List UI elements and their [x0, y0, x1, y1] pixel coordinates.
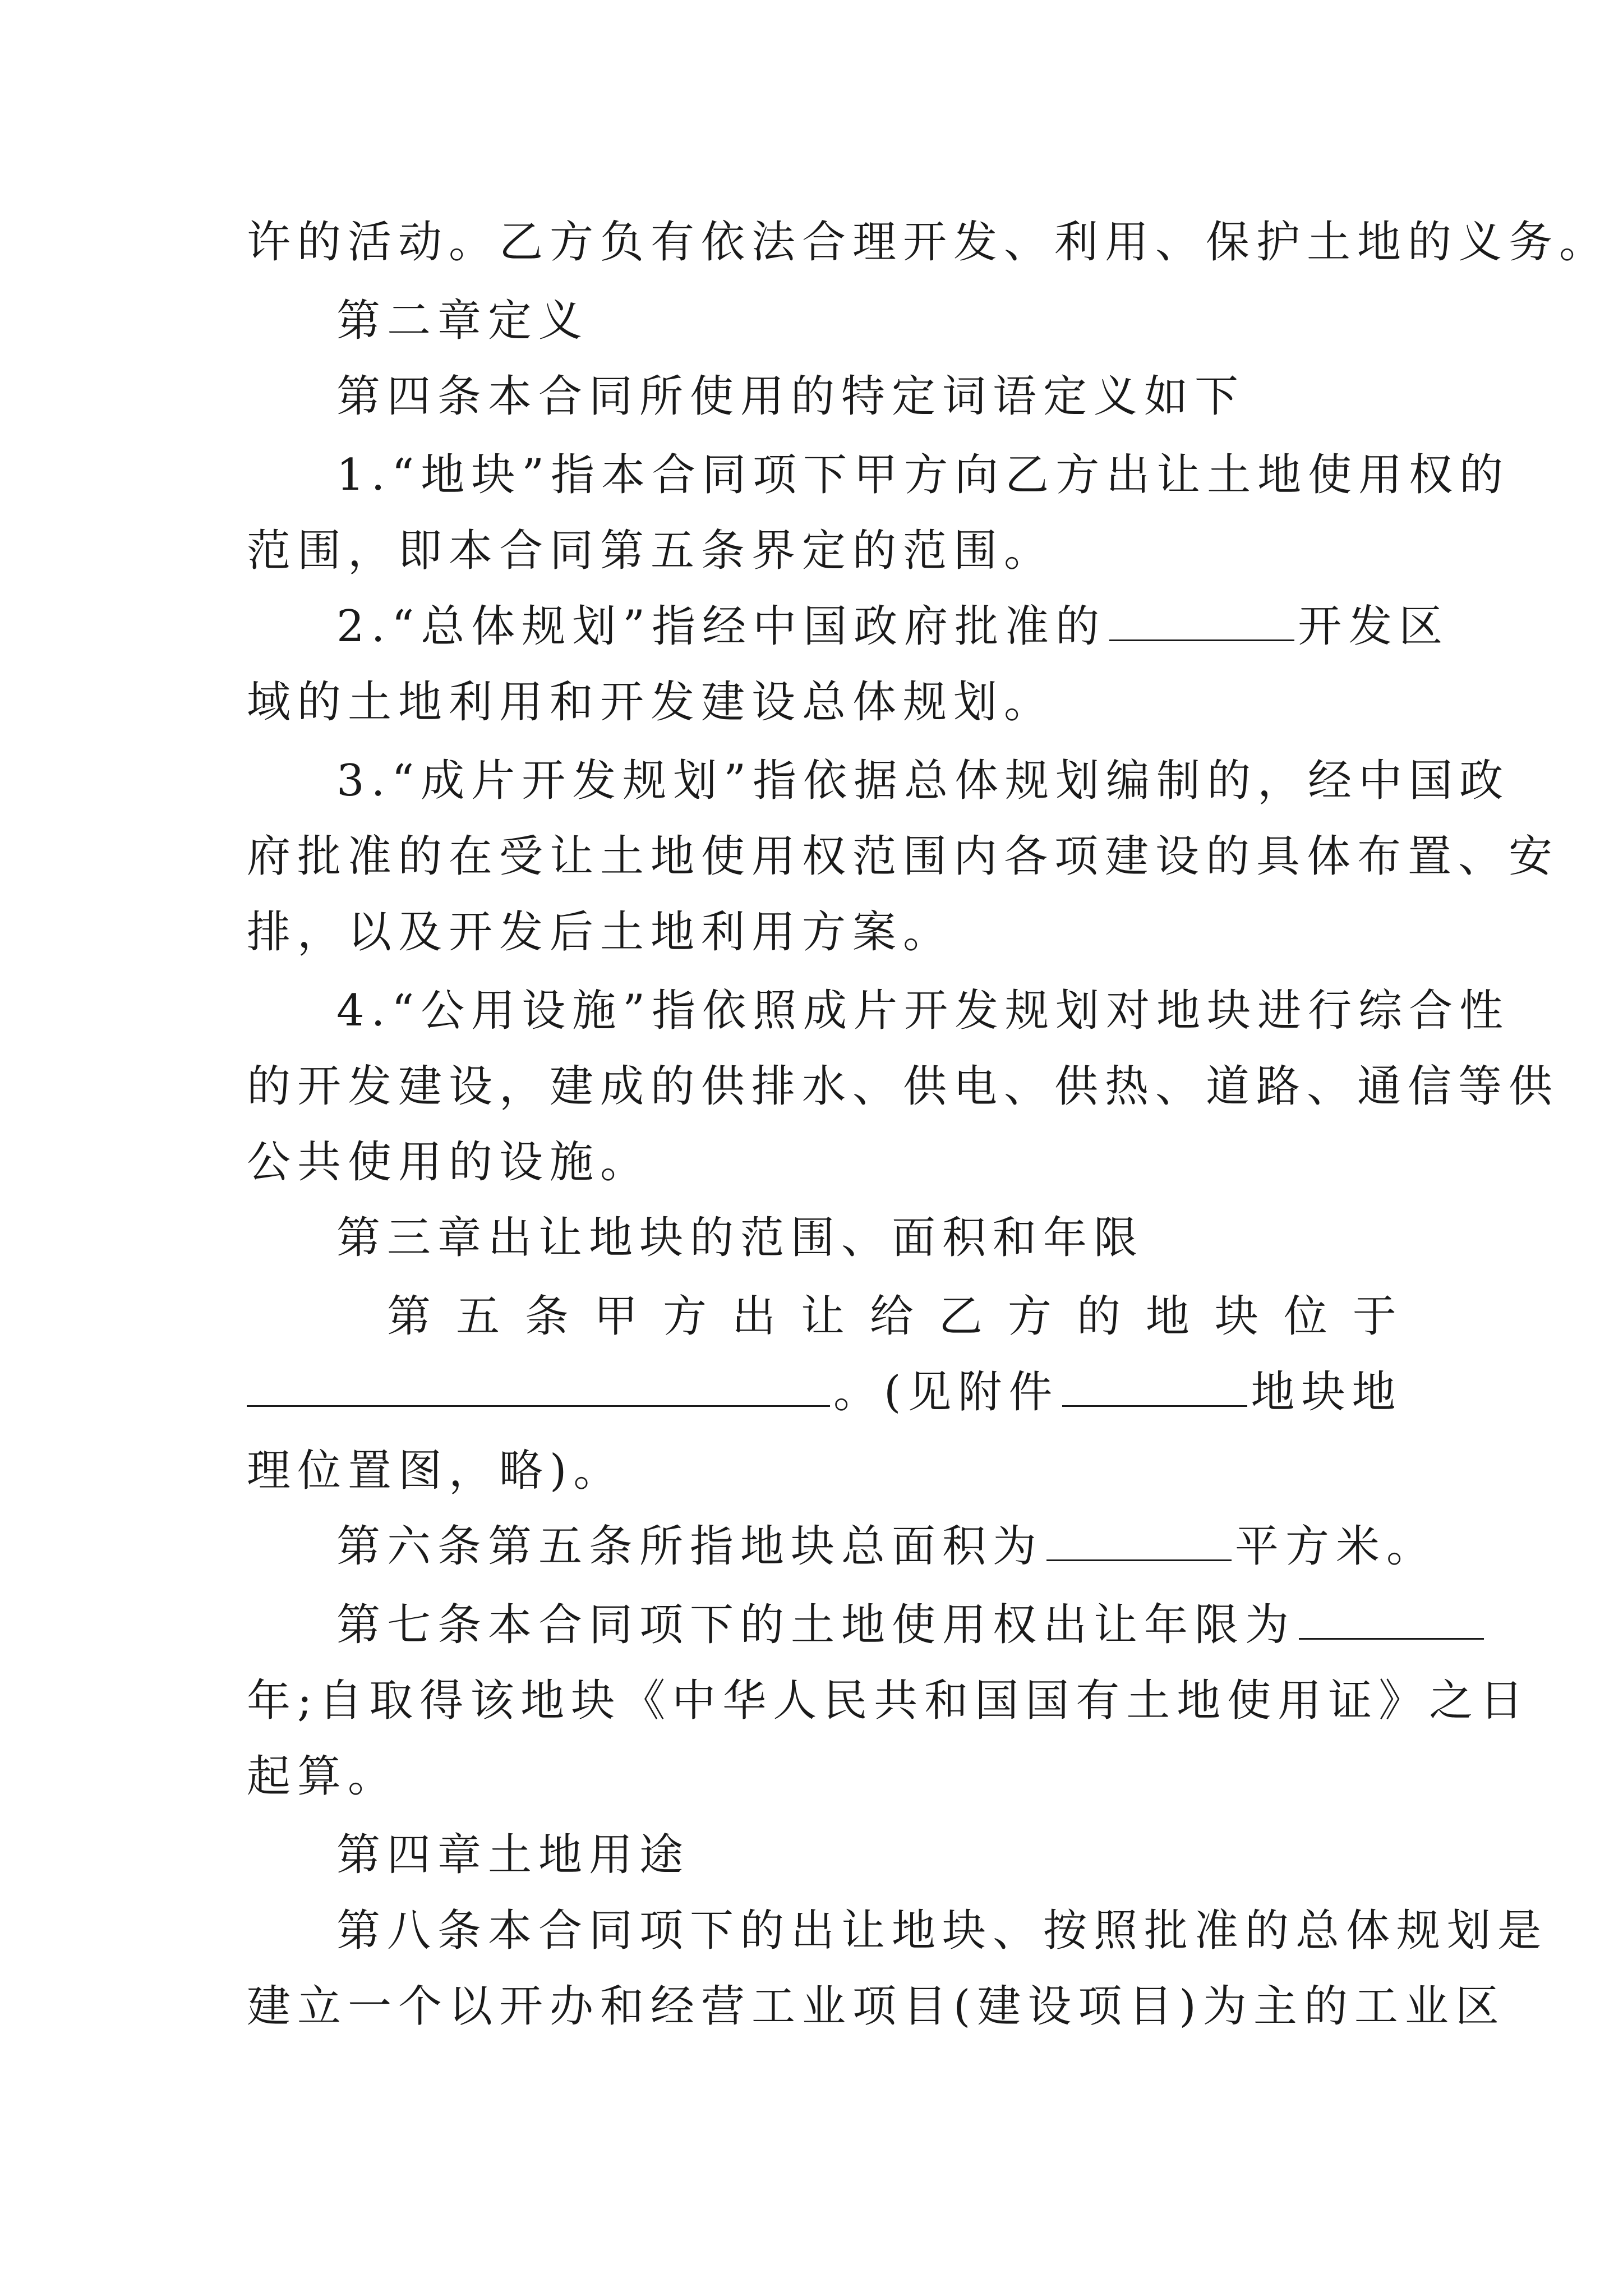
paragraph-text: 第六条第五条所指地块总面积为	[336, 1521, 1044, 1572]
paragraph-line: 年;自取得该地块《中华人民共和国国有土地使用证》之日	[247, 1676, 1530, 1726]
article-word: 于	[1352, 1291, 1396, 1342]
article-word: 地	[1145, 1291, 1189, 1342]
article-word: 乙	[938, 1291, 983, 1342]
paragraph-text: 第七条本合同项下的土地使用权出让年限为	[336, 1600, 1296, 1650]
article-word: 第	[387, 1291, 431, 1342]
blank-field	[1109, 605, 1294, 641]
article-word: 五	[455, 1291, 500, 1342]
paragraph-line: 公共使用的设施。	[247, 1137, 651, 1188]
chapter-heading: 第三章出让地块的范围、面积和年限	[336, 1213, 1145, 1263]
article-word: 甲	[593, 1291, 638, 1342]
definition-item: 3.“成片开发规划”指依据总体规划编制的，经中国政	[336, 756, 1510, 806]
paragraph-text: 。(见附件	[833, 1367, 1059, 1418]
paragraph-line: 起算。	[247, 1751, 399, 1802]
article-word: 条	[524, 1291, 569, 1342]
blank-field	[1046, 1525, 1232, 1561]
definition-text: 开发区	[1298, 601, 1450, 652]
paragraph-line: 域的土地利用和开发建设总体规划。	[247, 677, 1055, 728]
paragraph-line: 府批准的在受让土地使用权范围内各项建设的具体布置、安	[247, 831, 1560, 882]
article-line: 第八条本合同项下的出让地块、按照批准的总体规划是	[336, 1906, 1548, 1956]
article-word: 让	[800, 1291, 845, 1342]
paragraph-line: 的开发建设，建成的供排水、供电、供热、道路、通信等供	[247, 1061, 1560, 1112]
article-word: 块	[1214, 1291, 1258, 1342]
paragraph-line: 许的活动。乙方负有依法合理开发、利用、保护土地的义务。	[247, 217, 1610, 268]
definition-text: 2.“总体规划”指经中国政府批准的	[336, 601, 1106, 652]
paragraph-line: 排，以及开发后土地利用方案。	[247, 907, 954, 958]
paragraph-text: 平方米。	[1235, 1521, 1437, 1572]
paragraph-line: 建立一个以开办和经营工业项目(建设项目)为主的工业区	[247, 1981, 1506, 2032]
blank-field	[1299, 1603, 1484, 1640]
article-line	[336, 1600, 1396, 1650]
article-word: 的	[1076, 1291, 1121, 1342]
paragraph-text: 地块地	[1251, 1367, 1403, 1418]
blank-field	[247, 1370, 830, 1407]
paragraph-line: 理位置图，略)。	[247, 1446, 624, 1496]
article-line	[336, 1521, 1437, 1572]
paragraph-line: 范围，即本合同第五条界定的范围。	[247, 526, 1055, 576]
article-word: 方	[662, 1291, 707, 1342]
article-heading: 第四条本合同所使用的特定词语定义如下	[336, 371, 1246, 422]
article-word: 位	[1283, 1291, 1327, 1342]
article-word: 给	[869, 1291, 914, 1342]
definition-item	[336, 601, 1450, 652]
chapter-heading: 第四章土地用途	[336, 1830, 690, 1880]
article-5-line	[387, 1291, 1396, 1342]
blank-field	[1062, 1370, 1247, 1407]
chapter-heading: 第二章定义	[336, 296, 589, 346]
definition-item: 4.“公用设施”指依照成片开发规划对地块进行综合性	[336, 986, 1510, 1036]
article-word: 出	[731, 1291, 776, 1342]
article-word: 方	[1007, 1291, 1052, 1342]
definition-item: 1.“地块”指本合同项下甲方向乙方出让土地使用权的	[336, 450, 1510, 500]
paragraph-line	[247, 1367, 1403, 1418]
